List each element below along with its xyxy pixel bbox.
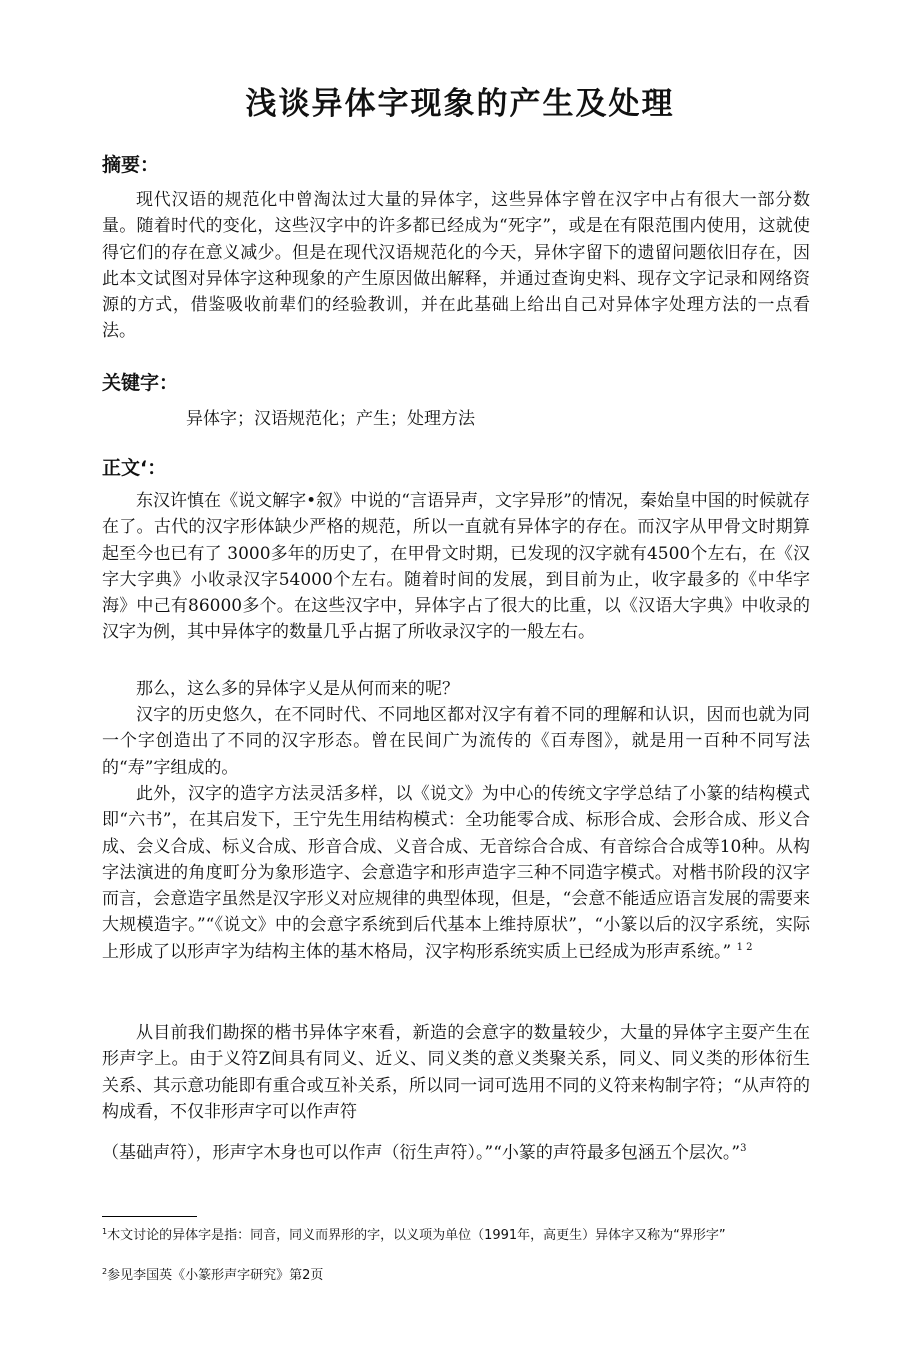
footnote-divider — [102, 1216, 197, 1217]
footnote-2 — [102, 1266, 792, 1285]
footnote-marker: 1 — [102, 1227, 108, 1236]
keywords-heading: 关键字： — [102, 372, 179, 394]
reference-marker: 1 2 — [736, 941, 753, 953]
paragraph-6-text: （基础声符），形声字木身也可以作声（衍生声符）。”“小篆的声符最多包涵五个层次。” — [102, 1143, 741, 1163]
page-title: 浅谈异体字现象的产生及处理 — [245, 86, 675, 122]
paragraph-4-text: 此外，汉字的造字方法灵活多样，以《说文》为中心的传统文字学总结了小篆的结构模式即“六书”，在其启发下，王宁先生用结构模式：全功能零合成、标形合成、会形合成、形义合成、会义合成、标义合成、形音合成、义音合成、无音综合合成、有音综合合成等10种。从构字法演进的角度町分为象形造字、会意造字和形声造字三种不同造字模式。对楷书阶段的汉字而言，会意造字虽然是汉字形义对应规律的典型体现，但是，“会意不能适应语言发展的需要来大规模造字。”“《说文》中的会意字系统到后代基本上维持原状”，“小篆以后的汉字系统，实际上形成了以形声字为结构主体的基木格局，汉字构形系统实质上已经成为形声系统。” — [102, 784, 810, 962]
keywords-text: 异体字；汉语规范化；产生；处理方法 — [186, 409, 475, 429]
footnote-1-text: 木文讨论的异体字是指：同音，同义而界形的字，以义项为单位（1991年，高更生）异体字又称为“界形字” — [107, 1228, 726, 1243]
body-paragraph-1: 东汉许慎在《说文解字•叙》中说的“言语异声，文字异形”的情况，秦始皇中国的时候就存在了。古代的汉字形体缺少严格的规范，所以一直就有异体字的存在。而汉字从甲骨文时期算起至今也已有了 3000多年的历史了，在甲骨文时期，已发现的汉字就有4500个左右，在《汉字大字典》小收录汉字54000个左右。随着时间的发展，到目前为止，收字最多的《中华字海》中己有86000多个。在这些汉字中，异体字占了很大的比重，以《汉语大字典》中收录的汉字为例，其中异体字的数量几乎占据了所收录汉字的一般左右。 — [102, 491, 810, 643]
body-paragraph-3: 汉字的历史悠久，在不同时代、不同地区都对汉字有着不同的理解和认识，因而也就为同一个字创造出了不同的汉字形态。曾在民间广为流传的《百寿图》，就是用一百种不同写法的“寿”字组成的。 — [102, 705, 810, 778]
footnote-1 — [102, 1226, 792, 1245]
body-paragraph-4 — [102, 781, 810, 965]
body-paragraph-5: 从目前我们勘探的楷书异体字來看，新造的会意字的数量较少，大量的异体字主耍产生在形声字上。由于义符Z间具有同义、近义、同义类的意义类聚关系，同义、同义类的形体衍生关系、其示意功能即有重合或互补关系，所以同一词可选用不同的义符来构制字符；“从声符的构成看，不仅非形声字可以作声符 — [102, 1023, 810, 1122]
body-paragraph-6 — [102, 1140, 810, 1166]
reference-marker: 3 — [740, 1143, 747, 1154]
body-heading: 正文‘： — [102, 457, 167, 479]
footnote-marker: 2 — [102, 1267, 108, 1276]
abstract-paragraph: 现代汉语的规范化中曾淘汰过大量的异体字，这些异体字曾在汉字中占有很大一部分数量。随着时代的变化，这些汉字中的许多都已经成为“死字”，或是在有限范围内使用，这就使得它们的存在意义减少。但是在现代汉语规范化的今天，异休字留下的遗留问题依旧存在，因此本文试图对异体字这种现象的产生原因做出解释，并通过查询史料、现存文字记录和网络资源的方式，借鉴吸收前辈们的经验教训，并在此基础上给出自己对异体字处理方法的一点看法。 — [102, 190, 810, 342]
footnote-2-text: 参见李国英《小篆形声字研究》第2页 — [107, 1268, 324, 1283]
abstract-heading: 摘要： — [102, 154, 160, 176]
body-paragraph-2: 那么，这么多的异体字乂是从何而来的呢？ — [136, 679, 459, 699]
